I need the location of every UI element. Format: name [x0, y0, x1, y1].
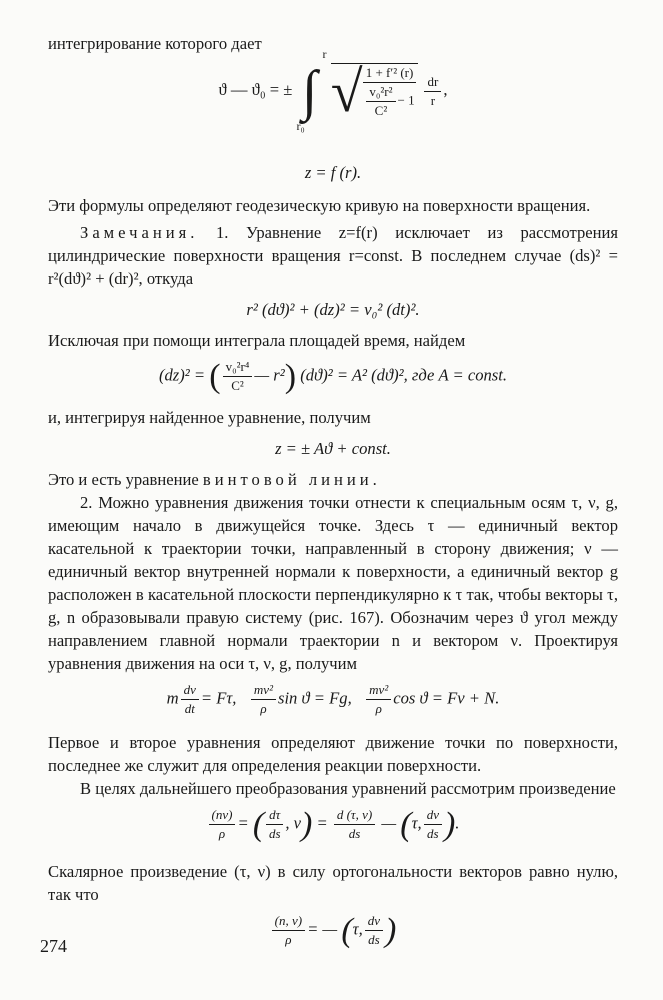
- paragraph: Скалярное произведение (τ, ν) в силу ортогональности векторов равно нулю, так что: [48, 862, 618, 904]
- paragraph: Это и есть уравнение винтовой линии.: [48, 470, 381, 489]
- paragraph: и, интегрируя найденное уравнение, получим: [48, 408, 371, 427]
- formula: z = f (r).: [304, 163, 362, 182]
- paragraph: Замечания. 1. Уравнение z=f(r) исключает из рассмотрения цилиндрические поверхности вращения r=const. В последнем случае (ds)² = r²(dϑ)² + (dr)², откуда: [48, 223, 618, 288]
- formula: $\frac{(n\nu)}{\rho}$ = ( $\frac{d\tau}{ds}$ , ν) = $\frac{d (\tau, \nu)}{ds}$ — (τ, $\frac{d\nu}{ds}$ ).: [48, 806, 618, 854]
- square-root: √ 1 + f′² (r) $\frac{\text{v₀²r²}}{\text{C²}}$ − 1: [331, 63, 419, 120]
- formula: $\frac{(n, \nu)}{\rho}$ = — (τ, $\frac{d\nu}{ds}$ ): [48, 912, 618, 960]
- formula-equations-of-motion: m $\frac{dv}{dt}$ = Fτ, $\frac{\text{mv²}}{\rho}$ sin ϑ = Fg, $\frac{\text{mv²}}{\rho}$ cos ϑ = Fν + N.: [166, 682, 500, 716]
- formula: r² (dϑ)² + (dz)² = v₀² (dt)².: [246, 300, 420, 319]
- formula: (dz)² = ( $\frac{\text{v₀²r⁴}}{\text{C²}}$ — r²) (dϑ)² = A² (dϑ)², где A = const.: [158, 358, 508, 395]
- paragraph: Эти формулы определяют геодезическую кривую на поверхности вращения.: [48, 196, 591, 215]
- paragraph: Первое и второе уравнения определяют движение точки по поверхности, последнее же служит для определения реакции поверхности.: [48, 733, 618, 775]
- formula-integral: ϑ — ϑ₀ = ± ∫ r r₀ √ 1 + f′² (r) $\frac{\text{v₀²r²}}{\text{C²}}$ − 1 $\frac{dr}{r}$ ,: [218, 47, 448, 133]
- page-body: [48, 32, 618, 960]
- integral-sign: ∫ r r₀: [296, 47, 327, 133]
- text-line: интегрирование которого дает: [48, 34, 262, 53]
- paragraph: В целях дальнейшего преобразования уравнений рассмотрим произведение: [80, 779, 616, 798]
- paragraph: 2. Можно уравнения движения точки отнести к специальным осям τ, ν, g, имеющим начало в движущейся точке. Здесь τ — единичный вектор касательной к траектории точки, направленный в сторону движения; ν — единичный вектор внутренней нормали к поверхности, а единичный вектор g расположен в касательной плоскости перпендикулярно к τ так, чтобы векторы τ, g, n образовывали правую систему (рис. 167). Обозначим через ϑ угол между направлением главной нормали траектории n и вектором ν. Проектируя уравнения движения на оси τ, ν, g, получим: [48, 493, 618, 673]
- paragraph: Исключая при помощи интеграла площадей время, найдем: [48, 331, 466, 350]
- formula: z = ± Aϑ + const.: [275, 439, 391, 458]
- page-number: 274: [40, 936, 67, 956]
